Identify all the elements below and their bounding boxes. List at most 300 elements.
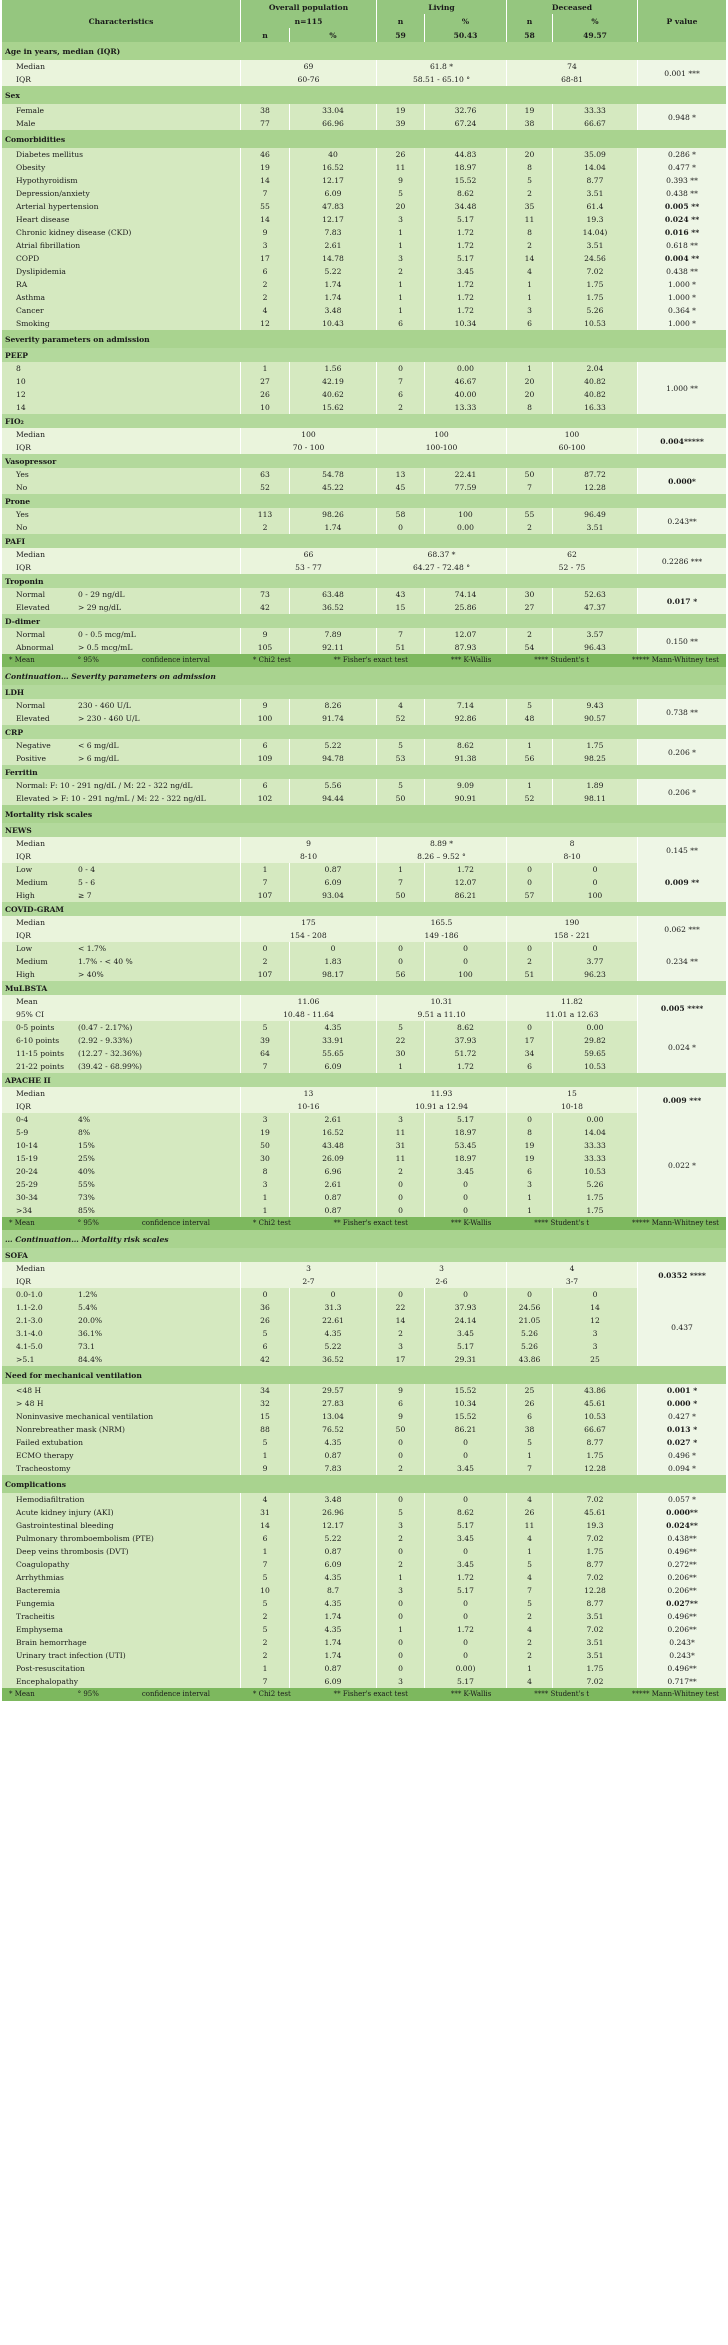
overall-pct: 0 bbox=[290, 942, 377, 955]
row-label-text: 10-14 bbox=[16, 1141, 38, 1150]
footnote-item: *** K-Wallis bbox=[450, 1219, 492, 1227]
table-row bbox=[2, 1008, 727, 1021]
table-body bbox=[2, 42, 727, 1701]
deceased-n: 1 bbox=[507, 1191, 553, 1204]
row-label-range: (2.92 - 9.33%) bbox=[78, 1036, 133, 1045]
overall-pct: 6.09 bbox=[290, 876, 377, 889]
living-pct: 3.45 bbox=[425, 1165, 507, 1178]
overall-pct: 10.43 bbox=[290, 317, 377, 330]
deceased-pct: 10.53 bbox=[553, 1410, 638, 1423]
living-n: 39 bbox=[377, 117, 425, 130]
row-label-text: Normal bbox=[16, 701, 46, 710]
subsection-header-row bbox=[2, 685, 727, 699]
subsection-header-row bbox=[2, 765, 727, 779]
subsection-title: COVID-GRAM bbox=[2, 902, 727, 916]
deceased-n: 2 bbox=[507, 955, 553, 968]
row-label-range: 40% bbox=[78, 1167, 95, 1176]
row-label-range: 20.0% bbox=[78, 1316, 103, 1325]
row-label-text: 15-19 bbox=[16, 1154, 38, 1163]
row-label-text: Emphysema bbox=[16, 1625, 63, 1634]
results-table-document bbox=[1, 0, 727, 1701]
overall-pct: 6.09 bbox=[290, 187, 377, 200]
row-label bbox=[2, 521, 241, 534]
p-value: 0.738 ** bbox=[638, 699, 727, 725]
living-value: 100 bbox=[377, 428, 507, 441]
deceased-pct: 3.51 bbox=[553, 187, 638, 200]
overall-n: 4 bbox=[241, 304, 290, 317]
row-label bbox=[2, 117, 241, 130]
living-pct: 8.62 bbox=[425, 1021, 507, 1034]
subsection-title: MuLBSTA bbox=[2, 981, 727, 995]
row-label-range: 25% bbox=[78, 1154, 95, 1163]
p-value: 1.000 ** bbox=[638, 362, 727, 414]
living-value: 3 bbox=[377, 1262, 507, 1275]
deceased-n: 54 bbox=[507, 641, 553, 654]
living-n: 0 bbox=[377, 1597, 425, 1610]
row-label bbox=[2, 1165, 241, 1178]
overall-n: 88 bbox=[241, 1423, 290, 1436]
row-label bbox=[2, 1152, 241, 1165]
row-label-text: Diabetes mellitus bbox=[16, 150, 84, 159]
header-deceased: Deceased bbox=[507, 0, 638, 14]
overall-n: 1 bbox=[241, 1545, 290, 1558]
row-label bbox=[2, 1623, 241, 1636]
living-pct: 44.83 bbox=[425, 148, 507, 161]
row-label-range: > 6 mg/dL bbox=[78, 754, 119, 763]
row-label bbox=[2, 916, 241, 929]
overall-n: 52 bbox=[241, 481, 290, 494]
p-value: 0.009 ** bbox=[638, 863, 727, 902]
overall-pct: 5.22 bbox=[290, 1532, 377, 1545]
deceased-pct: 7.02 bbox=[553, 265, 638, 278]
living-pct: 100 bbox=[425, 508, 507, 521]
row-label-text: Median bbox=[16, 918, 45, 927]
deceased-pct: 0.00 bbox=[553, 1113, 638, 1126]
living-n: 14 bbox=[377, 1314, 425, 1327]
row-label-text: 21-22 points bbox=[16, 1062, 65, 1071]
deceased-value: 158 - 221 bbox=[507, 929, 638, 942]
row-label bbox=[2, 1034, 241, 1047]
p-value: 0.017 * bbox=[638, 588, 727, 614]
overall-pct: 5.56 bbox=[290, 779, 377, 792]
row-label bbox=[2, 304, 241, 317]
overall-value: 9 bbox=[241, 837, 377, 850]
living-pct: 53.45 bbox=[425, 1139, 507, 1152]
living-pct: 1.72 bbox=[425, 239, 507, 252]
row-label bbox=[2, 252, 241, 265]
living-n: 5 bbox=[377, 1021, 425, 1034]
row-label-range: 5.4% bbox=[78, 1303, 98, 1312]
living-n: 0 bbox=[377, 1191, 425, 1204]
p-value: 0.062 *** bbox=[638, 916, 727, 942]
deceased-n: 1 bbox=[507, 779, 553, 792]
overall-pct: 94.78 bbox=[290, 752, 377, 765]
deceased-pct: 0.00 bbox=[553, 1021, 638, 1034]
subsection-header-row bbox=[2, 494, 727, 508]
deceased-n: 17 bbox=[507, 1034, 553, 1047]
deceased-pct: 12.28 bbox=[553, 481, 638, 494]
table-row bbox=[2, 265, 727, 278]
table-row bbox=[2, 1623, 727, 1636]
overall-pct: 14.78 bbox=[290, 252, 377, 265]
deceased-pct: 1.75 bbox=[553, 291, 638, 304]
living-value: 8.89 * bbox=[377, 837, 507, 850]
deceased-pct: 8.77 bbox=[553, 174, 638, 187]
section-header-row bbox=[2, 1366, 727, 1384]
row-label bbox=[2, 200, 241, 213]
p-value: 0.000** bbox=[638, 1506, 727, 1519]
overall-n: 0 bbox=[241, 1288, 290, 1301]
row-label-text: Nonrebreather mask (NRM) bbox=[16, 1425, 125, 1434]
living-n: 43 bbox=[377, 588, 425, 601]
deceased-pct: 40.82 bbox=[553, 388, 638, 401]
deceased-n: 5 bbox=[507, 1597, 553, 1610]
row-label-text: Acute kidney injury (AKI) bbox=[16, 1508, 114, 1517]
deceased-value: 3-7 bbox=[507, 1275, 638, 1288]
row-label-range: 0 - 4 bbox=[78, 865, 96, 874]
table-row bbox=[2, 1610, 727, 1623]
overall-n: 2 bbox=[241, 521, 290, 534]
row-label bbox=[2, 548, 241, 561]
header-living-pct-label: % bbox=[425, 14, 507, 28]
deceased-n: 25 bbox=[507, 1384, 553, 1397]
header-living: Living bbox=[377, 0, 507, 14]
row-label-text: Urinary tract infection (UTI) bbox=[16, 1651, 126, 1660]
living-n: 1 bbox=[377, 863, 425, 876]
p-value: 0.206 * bbox=[638, 779, 727, 805]
overall-n: 10 bbox=[241, 401, 290, 414]
table-row bbox=[2, 521, 727, 534]
overall-pct: 26.09 bbox=[290, 1152, 377, 1165]
living-n: 30 bbox=[377, 1047, 425, 1060]
living-n: 1 bbox=[377, 239, 425, 252]
deceased-n: 3 bbox=[507, 1178, 553, 1191]
overall-pct: 7.89 bbox=[290, 628, 377, 641]
overall-n: 8 bbox=[241, 1165, 290, 1178]
row-label-text: Atrial fibrillation bbox=[16, 241, 81, 250]
row-label bbox=[2, 1597, 241, 1610]
row-label-text: ECMO therapy bbox=[16, 1451, 74, 1460]
overall-n: 9 bbox=[241, 628, 290, 641]
deceased-pct: 1.75 bbox=[553, 278, 638, 291]
living-pct: 24.14 bbox=[425, 1314, 507, 1327]
deceased-n: 38 bbox=[507, 1423, 553, 1436]
p-value: 0.243* bbox=[638, 1636, 727, 1649]
living-pct: 37.93 bbox=[425, 1034, 507, 1047]
deceased-value: 100 bbox=[507, 428, 638, 441]
deceased-pct: 59.65 bbox=[553, 1047, 638, 1060]
table-row bbox=[2, 1314, 727, 1327]
overall-pct: 63.48 bbox=[290, 588, 377, 601]
table-row bbox=[2, 1288, 727, 1301]
living-n: 3 bbox=[377, 1113, 425, 1126]
deceased-pct: 9.43 bbox=[553, 699, 638, 712]
deceased-n: 2 bbox=[507, 521, 553, 534]
living-pct: 0 bbox=[425, 1449, 507, 1462]
row-label bbox=[2, 942, 241, 955]
overall-n: 3 bbox=[241, 1178, 290, 1191]
living-n: 5 bbox=[377, 187, 425, 200]
deceased-pct: 90.57 bbox=[553, 712, 638, 725]
deceased-n: 1 bbox=[507, 1545, 553, 1558]
overall-pct: 47.83 bbox=[290, 200, 377, 213]
table-row bbox=[2, 889, 727, 902]
deceased-n: 30 bbox=[507, 588, 553, 601]
overall-pct: 0.87 bbox=[290, 863, 377, 876]
table-row bbox=[2, 1493, 727, 1506]
p-value: 1.000 * bbox=[638, 278, 727, 291]
living-value: 165.5 bbox=[377, 916, 507, 929]
row-label-text: Tracheitis bbox=[16, 1612, 55, 1621]
row-label bbox=[2, 1636, 241, 1649]
living-n: 1 bbox=[377, 278, 425, 291]
footnote-item: confidence interval bbox=[141, 656, 210, 664]
row-label-text: Bacteremia bbox=[16, 1586, 61, 1595]
subsection-title: CRP bbox=[2, 725, 727, 739]
row-label bbox=[2, 628, 241, 641]
section-header-row bbox=[2, 330, 727, 348]
deceased-pct: 98.11 bbox=[553, 792, 638, 805]
table-row bbox=[2, 291, 727, 304]
row-label-range: < 6 mg/dL bbox=[78, 741, 119, 750]
overall-n: 46 bbox=[241, 148, 290, 161]
table-row bbox=[2, 1139, 727, 1152]
living-n: 11 bbox=[377, 1152, 425, 1165]
deceased-pct: 12.28 bbox=[553, 1584, 638, 1597]
living-pct: 92.86 bbox=[425, 712, 507, 725]
overall-n: 107 bbox=[241, 968, 290, 981]
living-pct: 7.14 bbox=[425, 699, 507, 712]
overall-value: 69 bbox=[241, 60, 377, 73]
overall-n: 6 bbox=[241, 779, 290, 792]
subsection-title: FIO₂ bbox=[2, 414, 727, 428]
footnote-row bbox=[2, 654, 727, 667]
living-n: 1 bbox=[377, 1623, 425, 1636]
row-label bbox=[2, 955, 241, 968]
table-row bbox=[2, 1545, 727, 1558]
header-living-n-label: n bbox=[377, 14, 425, 28]
row-label-text: 1.1-2.0 bbox=[16, 1303, 43, 1312]
overall-pct: 33.04 bbox=[290, 104, 377, 117]
table-row bbox=[2, 1558, 727, 1571]
overall-n: 6 bbox=[241, 1340, 290, 1353]
overall-n: 42 bbox=[241, 1353, 290, 1366]
living-pct: 34.48 bbox=[425, 200, 507, 213]
living-pct: 8.62 bbox=[425, 187, 507, 200]
living-pct: 18.97 bbox=[425, 161, 507, 174]
section-header-row bbox=[2, 130, 727, 148]
header-deceased-percent: 49.57 bbox=[553, 28, 638, 42]
overall-pct: 4.35 bbox=[290, 1623, 377, 1636]
row-label bbox=[2, 481, 241, 494]
row-label-range: > 29 ng/dL bbox=[78, 603, 122, 612]
table-row bbox=[2, 1397, 727, 1410]
table-row bbox=[2, 1636, 727, 1649]
footnote-item: ***** Mann-Whitney test bbox=[631, 656, 719, 664]
p-value: 0.438 ** bbox=[638, 265, 727, 278]
living-n: 0 bbox=[377, 1204, 425, 1217]
p-value: 0.477 * bbox=[638, 161, 727, 174]
living-pct: 5.17 bbox=[425, 1519, 507, 1532]
subsection-title: Vasopressor bbox=[2, 454, 727, 468]
living-n: 0 bbox=[377, 1662, 425, 1675]
living-n: 53 bbox=[377, 752, 425, 765]
row-label-text: Smoking bbox=[16, 319, 50, 328]
p-value: 0.437 bbox=[638, 1288, 727, 1366]
table-row bbox=[2, 699, 727, 712]
row-label-text: Low bbox=[16, 944, 33, 953]
living-n: 2 bbox=[377, 1327, 425, 1340]
overall-pct: 7.83 bbox=[290, 226, 377, 239]
row-label-text: Arrhythmias bbox=[16, 1573, 64, 1582]
deceased-pct: 8.77 bbox=[553, 1558, 638, 1571]
row-label-text: IQR bbox=[16, 852, 31, 861]
overall-n: 1 bbox=[241, 1662, 290, 1675]
living-n: 5 bbox=[377, 739, 425, 752]
table-row bbox=[2, 1275, 727, 1288]
overall-n: 42 bbox=[241, 601, 290, 614]
table-row bbox=[2, 161, 727, 174]
deceased-n: 1 bbox=[507, 362, 553, 375]
living-pct: 1.72 bbox=[425, 863, 507, 876]
row-label-text: > 48 H bbox=[16, 1399, 44, 1408]
row-label-range: 1.7% - < 40 % bbox=[78, 957, 133, 966]
deceased-value: 11.82 bbox=[507, 995, 638, 1008]
living-pct: 18.97 bbox=[425, 1126, 507, 1139]
overall-pct: 1.83 bbox=[290, 955, 377, 968]
deceased-value: 8-10 bbox=[507, 850, 638, 863]
living-n: 3 bbox=[377, 1340, 425, 1353]
deceased-pct: 96.49 bbox=[553, 508, 638, 521]
table-row bbox=[2, 174, 727, 187]
living-n: 31 bbox=[377, 1139, 425, 1152]
table-row bbox=[2, 1204, 727, 1217]
deceased-n: 19 bbox=[507, 1152, 553, 1165]
footnote-item: * Mean bbox=[9, 1690, 35, 1698]
overall-n: 7 bbox=[241, 1060, 290, 1073]
row-label bbox=[2, 889, 241, 902]
deceased-n: 20 bbox=[507, 388, 553, 401]
table-row bbox=[2, 548, 727, 561]
living-n: 15 bbox=[377, 601, 425, 614]
row-label-range: 230 - 460 U/L bbox=[78, 701, 131, 710]
row-label-text: Tracheostomy bbox=[16, 1464, 71, 1473]
overall-pct: 4.35 bbox=[290, 1436, 377, 1449]
deceased-pct: 100 bbox=[553, 889, 638, 902]
row-label-text: Arterial hypertension bbox=[16, 202, 99, 211]
living-pct: 0 bbox=[425, 1636, 507, 1649]
p-value: 0.438** bbox=[638, 1532, 727, 1545]
deceased-pct: 19.3 bbox=[553, 213, 638, 226]
overall-n: 6 bbox=[241, 265, 290, 278]
header-row-1 bbox=[2, 0, 727, 14]
deceased-n: 2 bbox=[507, 1636, 553, 1649]
living-value: 149 -186 bbox=[377, 929, 507, 942]
row-label bbox=[2, 1340, 241, 1353]
row-label-text: Positive bbox=[16, 754, 46, 763]
deceased-n: 0 bbox=[507, 1113, 553, 1126]
row-label bbox=[2, 699, 241, 712]
overall-pct: 2.61 bbox=[290, 239, 377, 252]
row-label bbox=[2, 401, 241, 414]
living-n: 3 bbox=[377, 213, 425, 226]
p-value: 0.286 * bbox=[638, 148, 727, 161]
row-label-text: Fungemia bbox=[16, 1599, 55, 1608]
row-label-text: Abnormal bbox=[16, 643, 54, 652]
deceased-pct: 3.51 bbox=[553, 1610, 638, 1623]
deceased-n: 7 bbox=[507, 481, 553, 494]
deceased-pct: 12.28 bbox=[553, 1462, 638, 1475]
living-pct: 86.21 bbox=[425, 889, 507, 902]
section-header-row bbox=[2, 667, 727, 685]
table-row bbox=[2, 1301, 727, 1314]
deceased-n: 1 bbox=[507, 1449, 553, 1462]
deceased-pct: 1.75 bbox=[553, 1545, 638, 1558]
row-label-text: 20-24 bbox=[16, 1167, 38, 1176]
table-row bbox=[2, 968, 727, 981]
overall-n: 14 bbox=[241, 174, 290, 187]
overall-value: 66 bbox=[241, 548, 377, 561]
row-label bbox=[2, 291, 241, 304]
living-pct: 0 bbox=[425, 1649, 507, 1662]
table-row bbox=[2, 317, 727, 330]
overall-pct: 0.87 bbox=[290, 1662, 377, 1675]
living-pct: 22.41 bbox=[425, 468, 507, 481]
living-n: 5 bbox=[377, 779, 425, 792]
p-value: 0.438 ** bbox=[638, 187, 727, 200]
living-pct: 0 bbox=[425, 942, 507, 955]
overall-n: 113 bbox=[241, 508, 290, 521]
row-label bbox=[2, 1087, 241, 1100]
row-label bbox=[2, 362, 241, 375]
p-value: 0.001 * bbox=[638, 1384, 727, 1397]
living-pct: 0 bbox=[425, 1610, 507, 1623]
living-pct: 1.72 bbox=[425, 1060, 507, 1073]
p-value: 0.004 ** bbox=[638, 252, 727, 265]
row-label-range: 73% bbox=[78, 1193, 95, 1202]
overall-n: 39 bbox=[241, 1034, 290, 1047]
p-value: 0.206** bbox=[638, 1623, 727, 1636]
overall-pct: 91.74 bbox=[290, 712, 377, 725]
deceased-n: 1 bbox=[507, 278, 553, 291]
living-pct: 1.72 bbox=[425, 1571, 507, 1584]
overall-pct: 26.96 bbox=[290, 1506, 377, 1519]
deceased-pct: 14.04 bbox=[553, 161, 638, 174]
table-row bbox=[2, 1410, 727, 1423]
row-label-text: 6-10 points bbox=[16, 1036, 60, 1045]
deceased-n: 11 bbox=[507, 213, 553, 226]
p-value: 0.272** bbox=[638, 1558, 727, 1571]
table-row bbox=[2, 1649, 727, 1662]
row-label-text: Normal bbox=[16, 590, 46, 599]
row-label bbox=[2, 278, 241, 291]
overall-pct: 93.04 bbox=[290, 889, 377, 902]
overall-n: 109 bbox=[241, 752, 290, 765]
row-label bbox=[2, 876, 241, 889]
row-label-range: (0.47 - 2.17%) bbox=[78, 1023, 133, 1032]
table-row bbox=[2, 916, 727, 929]
p-value: 0.364 * bbox=[638, 304, 727, 317]
deceased-pct: 40.82 bbox=[553, 375, 638, 388]
table-row bbox=[2, 200, 727, 213]
row-label-range: 5 - 6 bbox=[78, 878, 96, 887]
row-label-text: IQR bbox=[16, 563, 31, 572]
overall-value: 175 bbox=[241, 916, 377, 929]
subsection-title: D-dimer bbox=[2, 614, 727, 628]
row-label bbox=[2, 388, 241, 401]
row-label-text: Medium bbox=[16, 878, 48, 887]
deceased-n: 8 bbox=[507, 226, 553, 239]
